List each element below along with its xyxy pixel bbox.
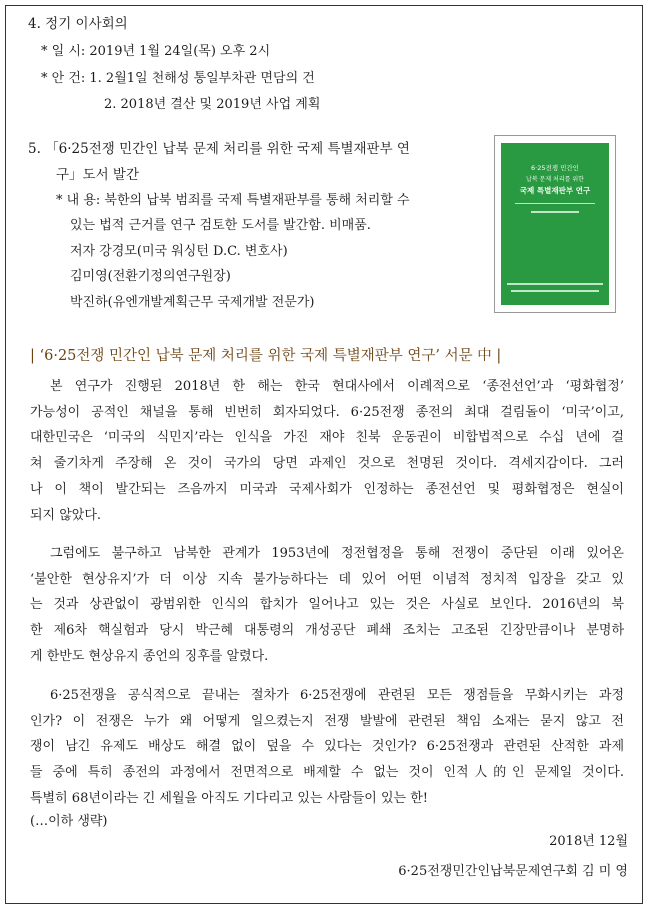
book-author-3: 박진하(유엔개발계획근무 국제개발 전문가) bbox=[70, 295, 315, 310]
book-content-2: 있는 법적 근거를 연구 검토한 도서를 발간함. 비매품. bbox=[70, 218, 371, 233]
text-line: 는 것과 상관없이 광범위한 인식의 합치가 일어나고 있는 것은 사실로 보인다. 2016년의 북 bbox=[30, 597, 624, 613]
book-heading-2: 구」도서 발간 bbox=[56, 167, 139, 183]
text-line: ‘불안한 현상유지’가 더 이상 지속 불가능하다는 데 있어 어떤 이념적 정치적 입장을 갖고 있 bbox=[30, 571, 624, 587]
text-line: 되지 않았다. bbox=[30, 507, 102, 523]
preface-signature: 6·25전쟁민간인납북문제연구회 김 미 영 bbox=[398, 864, 628, 879]
text-line: 인가? 이 전쟁은 누가 왜 어떻게 일으켰는지 전쟁 발발에 관련된 책임 소재는 묻지 않고 전 bbox=[30, 713, 624, 729]
omission-note: (…이하 생략) bbox=[30, 814, 108, 829]
preface-paragraph-1 bbox=[30, 374, 624, 528]
cover-title-2: 납북 문제 처리를 위한 bbox=[526, 176, 584, 183]
cover-publisher-mark-2 bbox=[511, 290, 599, 292]
text-line: 6·25전쟁을 공식적으로 끝내는 절차가 6·25전쟁에 관련된 모든 쟁점들을 무화시키는 과정 bbox=[50, 688, 624, 703]
text-line: 본 연구가 진행된 2018년 한 해는 한국 현대사에서 이례적으로 ‘종전선언’과 ‘평화협정’ bbox=[50, 379, 624, 394]
text-line: 가능성이 공적인 채널을 통해 빈번히 회자되었다. 6·25전쟁 종전의 최대 걸림돌이 ‘미국’이고, bbox=[30, 404, 624, 420]
meeting-agenda-1: * 안 건: 1. 2월1일 천해성 통일부차관 면담의 건 bbox=[41, 71, 315, 86]
meeting-date: * 일 시: 2019년 1월 24일(목) 오후 2시 bbox=[41, 44, 271, 59]
text-line: 특별히 68년이라는 긴 세월을 아직도 기다리고 있는 사람들이 있는 한! bbox=[30, 790, 429, 806]
meeting-agenda-2: 2. 2018년 결산 및 2019년 사업 계획 bbox=[104, 97, 321, 112]
text-line: 대한민국은 ‘미국의 식민지’라는 인식을 가진 재야 친북 운동권이 비합법적으로 수십 년에 걸 bbox=[30, 430, 624, 446]
cover-title-1: 6·25전쟁 민간인 bbox=[531, 164, 579, 172]
text-line: 한 제6차 핵실험과 당시 박근혜 대통령의 개성공단 폐쇄 조치는 고조된 긴장만큼이나 분명하 bbox=[30, 623, 624, 639]
text-line: 들 중에 특히 종전의 과정에서 전면적으로 배제할 수 없는 것이 인적人的인 문제일 것이다. bbox=[30, 765, 624, 781]
text-line: 쳐 줄기차게 주장해 온 것이 국가의 당면 과제인 것으로 천명된 것이다. 격세지감이다. 그러 bbox=[30, 456, 624, 472]
cover-author-mark bbox=[531, 211, 579, 213]
cover-publisher-mark-1 bbox=[507, 283, 603, 285]
book-author-1: 저자 강경모(미국 워싱턴 D.C. 변호사) bbox=[70, 244, 288, 259]
cover-title-3: 국제 특별재판부 연구 bbox=[519, 186, 591, 195]
cover-divider bbox=[515, 203, 595, 204]
book-author-2: 김미영(전환기정의연구원장) bbox=[70, 269, 231, 284]
preface-paragraph-2 bbox=[30, 541, 624, 670]
book-content-1: * 내 용: 북한의 납북 범죄를 국제 특별재판부를 통해 처리할 수 bbox=[56, 193, 410, 208]
preface-date: 2018년 12월 bbox=[549, 834, 628, 849]
text-line: 쟁이 남긴 유제도 배상도 해결 없이 덮을 수 있다는 것인가? 6·25전쟁과 관련된 산적한 과제 bbox=[30, 739, 624, 755]
preface-title: | ‘6·25전쟁 민간인 납북 문제 처리를 위한 국제 특별재판부 연구’ 서문 中 | bbox=[30, 348, 502, 364]
book-heading-1: 5. 「6·25전쟁 민간인 납북 문제 처리를 위한 국제 특별재판부 연 bbox=[28, 141, 410, 157]
text-line: 게 한반도 현상유지 종언의 징후를 알렸다. bbox=[30, 648, 269, 664]
book-cover-image bbox=[494, 135, 616, 313]
text-line: 그럼에도 불구하고 남북한 관계가 1953년에 정전협정을 통해 전쟁이 중단된 이래 있어온 bbox=[50, 546, 624, 561]
preface-paragraph-3 bbox=[30, 683, 624, 812]
meeting-heading: 4. 정기 이사회의 bbox=[28, 16, 128, 32]
text-line: 나 이 책이 발간되는 즈음까지 미국과 국제사회가 인정하는 종전선언 및 평화협정은 현실이 bbox=[30, 481, 624, 497]
book-cover-panel bbox=[501, 143, 609, 305]
